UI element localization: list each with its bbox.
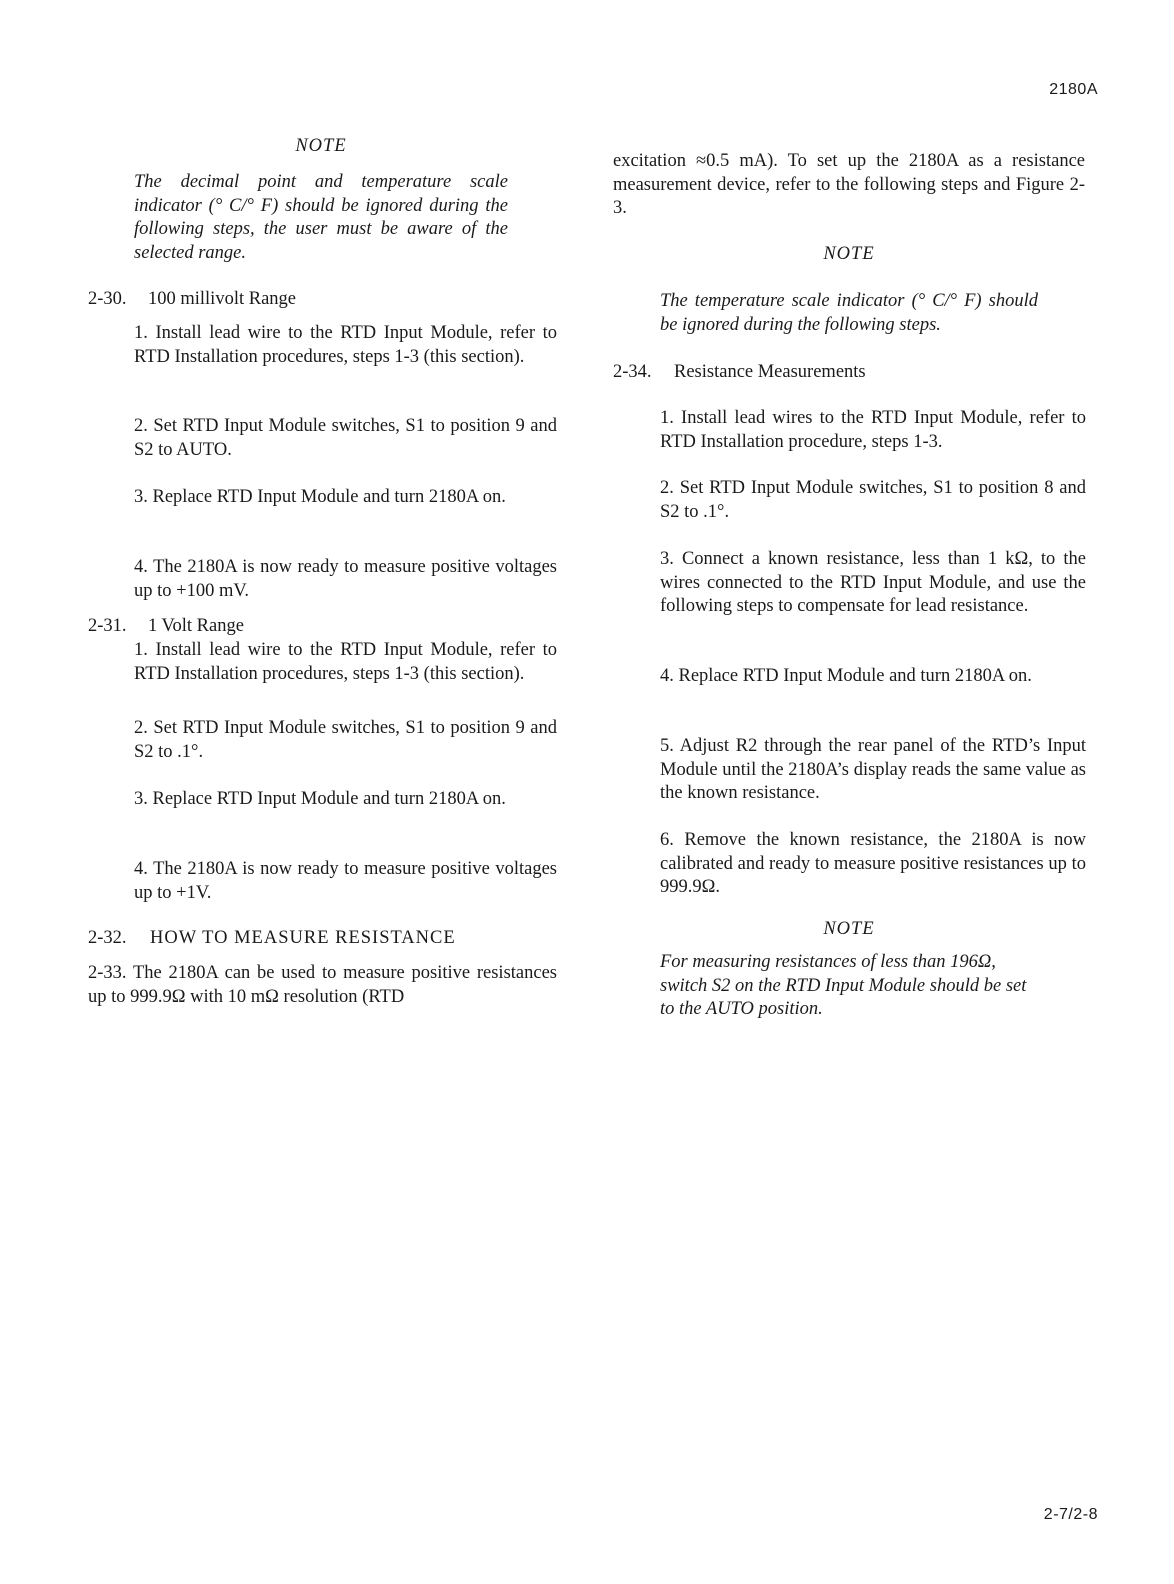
note-title: NOTE [823, 919, 875, 939]
section-number: 2-30. [88, 289, 127, 309]
step-item: 6. Remove the known resistance, the 2180A is now calibrated and ready to measure positive resistances up to 999.9Ω. [660, 830, 1086, 897]
step-item: 1. Install lead wires to the RTD Input Module, refer to RTD Installation procedure, steps 1-3. [660, 408, 1086, 452]
page-number: 2-7/2-8 [1043, 1506, 1098, 1523]
section-title: 100 millivolt Range [148, 289, 296, 309]
section-heading-2-30 [88, 288, 296, 312]
step-item: 2. Set RTD Input Module switches, S1 to position 9 and S2 to .1°. [134, 718, 557, 762]
note-body: The decimal point and temperature scale indicator (° C/° F) should be ignored during the following steps, the user must be aware of the selected range. [134, 172, 508, 263]
section-number: 2-31. [88, 616, 127, 636]
step-item: 2. Set RTD Input Module switches, S1 to position 9 and S2 to AUTO. [134, 416, 557, 460]
section-heading-2-34 [613, 361, 866, 385]
note-title: NOTE [295, 136, 347, 156]
section-title: 1 Volt Range [148, 616, 244, 636]
section-number: 2-32. [88, 928, 127, 948]
section-title: Resistance Measurements [674, 362, 866, 382]
paragraph-continued: excitation ≈0.5 mA). To set up the 2180A as a resistance measurement device, refer to the following steps and Figure 2-3. [613, 151, 1085, 218]
step-item: 4. The 2180A is now ready to measure positive voltages up to +1V. [134, 859, 557, 903]
step-item: 4. Replace RTD Input Module and turn 2180A on. [660, 666, 1032, 686]
section-heading-2-31 [88, 615, 244, 639]
section-title: HOW TO MEASURE RESISTANCE [150, 928, 456, 948]
note-body: The temperature scale indicator (° C/° F) should be ignored during the following steps. [660, 291, 1038, 335]
note-title: NOTE [823, 244, 875, 264]
step-item: 2. Set RTD Input Module switches, S1 to position 8 and S2 to .1°. [660, 478, 1086, 522]
step-item: 5. Adjust R2 through the rear panel of the RTD’s Input Module until the 2180A’s display reads the same value as the known resistance. [660, 736, 1086, 803]
section-number: 2-34. [613, 362, 652, 382]
note-body: For measuring resistances of less than 196Ω, switch S2 on the RTD Input Module should be set to the AUTO position. [660, 952, 1027, 1019]
section-heading-2-32 [88, 927, 456, 951]
paragraph-2-33: 2-33. The 2180A can be used to measure positive resistances up to 999.9Ω with 10 mΩ resolution (RTD [88, 963, 557, 1007]
step-item: 3. Connect a known resistance, less than 1 kΩ, to the wires connected to the RTD Input Module, and use the following steps to compensate for lead resistance. [660, 549, 1086, 616]
page-header-code: 2180A [1049, 81, 1098, 98]
step-item: 3. Replace RTD Input Module and turn 2180A on. [134, 789, 506, 809]
step-item: 1. Install lead wire to the RTD Input Module, refer to RTD Installation procedures, steps 1-3 (this section). [134, 640, 557, 684]
step-item: 3. Replace RTD Input Module and turn 2180A on. [134, 487, 506, 507]
step-item: 4. The 2180A is now ready to measure positive voltages up to +100 mV. [134, 557, 557, 601]
step-item: 1. Install lead wire to the RTD Input Module, refer to RTD Installation procedures, steps 1-3 (this section). [134, 323, 557, 367]
